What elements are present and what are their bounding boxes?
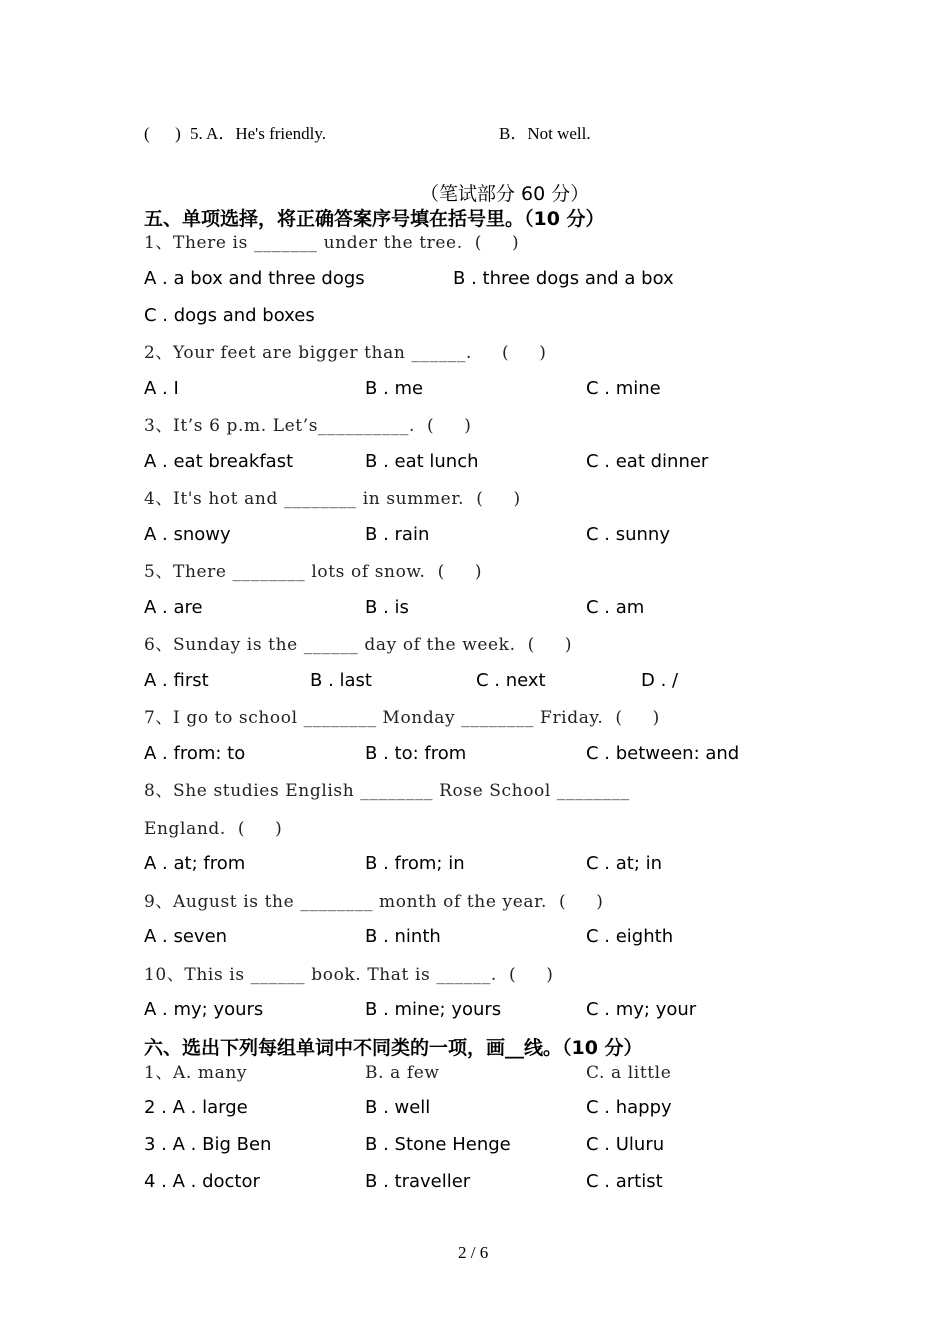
page-number: 2 / 6: [458, 1243, 489, 1262]
question-text: 4、It's hot and ________ in summer. ( ): [144, 489, 521, 509]
option-b: B . eat lunch: [365, 451, 479, 472]
option-a: A . from: to: [144, 743, 246, 764]
word-option: B. a few: [365, 1063, 440, 1083]
option-c: C . eighth: [586, 926, 674, 947]
question-text-cont: England. ( ): [144, 819, 283, 839]
word-option: 4 . A . doctor: [144, 1171, 260, 1192]
option-c: C . dogs and boxes: [144, 305, 315, 326]
option-b: B . from; in: [365, 853, 465, 874]
word-option: C . happy: [586, 1097, 672, 1118]
question-text: 6、Sunday is the ______ day of the week. ( ): [144, 635, 573, 655]
word-option: 2 . A . large: [144, 1097, 248, 1118]
question-text: 7、I go to school ________ Monday ________ Friday. ( ): [144, 708, 660, 728]
option-c: C . mine: [586, 378, 661, 399]
word-option: 1、A. many: [144, 1063, 248, 1083]
section5-title: 五、单项选择，将正确答案序号填在括号里。（10 分）: [144, 208, 605, 230]
section6-title: 六、选出下列每组单词中不同类的一项，画__线。（10 分）: [144, 1037, 643, 1059]
question-text: 9、August is the ________ month of the year. ( ): [144, 892, 604, 912]
option-b: B . to: from: [365, 743, 467, 764]
option-a: A . a box and three dogs: [144, 268, 365, 289]
option-c: C . sunny: [586, 524, 670, 545]
option-a: A . first: [144, 670, 209, 691]
option-a: A . I: [144, 378, 179, 399]
question-text: 1、There is _______ under the tree. ( ): [144, 233, 520, 253]
option-a: A . snowy: [144, 524, 231, 545]
word-option: C . artist: [586, 1171, 663, 1192]
word-option: B . Stone Henge: [365, 1134, 511, 1155]
option-a: A . are: [144, 597, 203, 618]
option-b: B . three dogs and a box: [453, 268, 674, 289]
option-b: B . ninth: [365, 926, 441, 947]
option-c: C . am: [586, 597, 645, 618]
question-text: 5、There ________ lots of snow. ( ): [144, 562, 483, 582]
option-a: A . at; from: [144, 853, 246, 874]
option-b: B．Not well.: [499, 124, 591, 143]
option-b: B . me: [365, 378, 424, 399]
option-c: C . eat dinner: [586, 451, 709, 472]
word-option: C. a little: [586, 1063, 672, 1083]
option-b: B . last: [310, 670, 372, 691]
word-option: C . Uluru: [586, 1134, 665, 1155]
option-d: D . /: [641, 670, 679, 691]
option-b: B . is: [365, 597, 409, 618]
written-part-heading: （笔试部分 60 分）: [420, 183, 590, 205]
option-a: 5. A．He's friendly.: [190, 124, 327, 143]
word-option: B . well: [365, 1097, 431, 1118]
option-a: A . seven: [144, 926, 228, 947]
question-text: 3、It’s 6 p.m. Let’s__________. ( ): [144, 416, 472, 436]
word-option: B . traveller: [365, 1171, 471, 1192]
option-c: C . between: and: [586, 743, 740, 764]
word-option: 3 . A . Big Ben: [144, 1134, 272, 1155]
option-c: C . at; in: [586, 853, 663, 874]
question-text: 10、This is ______ book. That is ______. ( ): [144, 965, 554, 985]
option-b: B . mine; yours: [365, 999, 502, 1020]
question-text: 8、She studies English ________ Rose School ________: [144, 781, 630, 801]
option-a: A . eat breakfast: [144, 451, 294, 472]
question-text: 2、Your feet are bigger than ______. ( ): [144, 343, 547, 363]
option-c: C . my; your: [586, 999, 697, 1020]
option-c: C . next: [476, 670, 546, 691]
answer-paren: ( ): [144, 124, 181, 143]
option-b: B . rain: [365, 524, 430, 545]
option-a: A . my; yours: [144, 999, 264, 1020]
